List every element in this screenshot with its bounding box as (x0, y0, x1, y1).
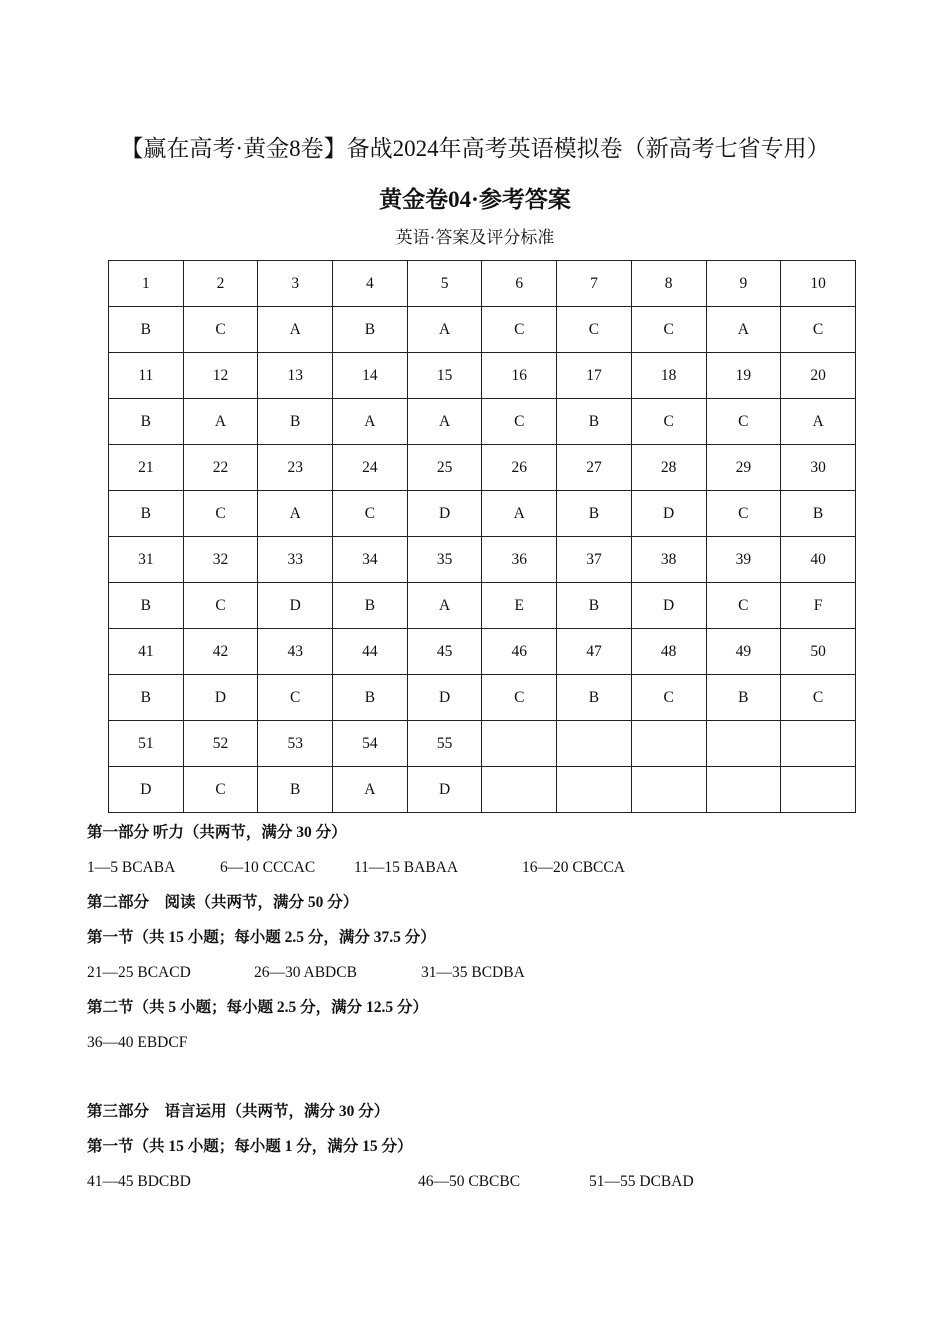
answer-cell: C (482, 307, 557, 353)
answer-cell: B (557, 583, 632, 629)
answer-cell: C (781, 675, 856, 721)
part3-heading: 第三部分 语言运用（共两节，满分 30 分） (87, 1103, 390, 1120)
question-number-cell: 20 (781, 353, 856, 399)
answer-cell: C (183, 583, 258, 629)
question-number-row (109, 445, 856, 491)
answer-row (109, 583, 856, 629)
question-number-cell: 42 (183, 629, 258, 675)
question-number-cell: 4 (333, 261, 408, 307)
answer-group: 31—35 BCDBA (421, 964, 525, 981)
question-number-cell: 25 (407, 445, 482, 491)
answer-cell: C (706, 583, 781, 629)
part3-section1-heading: 第一节（共 15 小题；每小题 1 分，满分 15 分） (87, 1138, 413, 1155)
answer-cell: D (407, 491, 482, 537)
question-number-cell: 53 (258, 721, 333, 767)
question-number-cell: 14 (333, 353, 408, 399)
answer-cell: B (781, 491, 856, 537)
answer-cell: D (631, 491, 706, 537)
question-number-cell: 15 (407, 353, 482, 399)
answer-cell (781, 767, 856, 813)
question-number-cell (631, 721, 706, 767)
answer-cell: B (557, 491, 632, 537)
document-caption: 英语·答案及评分标准 (395, 228, 555, 247)
question-number-cell: 31 (109, 537, 184, 583)
answer-cell: A (183, 399, 258, 445)
question-number-cell: 18 (631, 353, 706, 399)
answer-cell: A (706, 307, 781, 353)
question-number-cell: 41 (109, 629, 184, 675)
answer-cell: A (258, 307, 333, 353)
question-number-cell: 24 (333, 445, 408, 491)
answer-cell: D (109, 767, 184, 813)
question-number-cell: 3 (258, 261, 333, 307)
question-number-row (109, 353, 856, 399)
question-number-cell: 46 (482, 629, 557, 675)
answer-cell: A (333, 399, 408, 445)
question-number-cell: 55 (407, 721, 482, 767)
question-number-cell: 50 (781, 629, 856, 675)
answer-cell: C (781, 307, 856, 353)
answer-cell: B (258, 399, 333, 445)
question-number-row (109, 537, 856, 583)
part2-heading: 第二部分 阅读（共两节，满分 50 分） (87, 894, 359, 911)
answer-cell: C (183, 767, 258, 813)
answer-group: 21—25 BCACD (87, 964, 191, 981)
question-number-cell: 30 (781, 445, 856, 491)
question-number-cell: 13 (258, 353, 333, 399)
question-number-cell: 43 (258, 629, 333, 675)
answer-cell: A (407, 399, 482, 445)
question-number-cell: 7 (557, 261, 632, 307)
answer-row (109, 307, 856, 353)
question-number-cell: 6 (482, 261, 557, 307)
question-number-cell: 11 (109, 353, 184, 399)
answer-cell: C (557, 307, 632, 353)
answer-cell: C (258, 675, 333, 721)
question-number-cell: 5 (407, 261, 482, 307)
answer-cell: C (183, 491, 258, 537)
answer-table (108, 260, 856, 813)
question-number-cell: 44 (333, 629, 408, 675)
question-number-cell: 48 (631, 629, 706, 675)
answer-cell: B (258, 767, 333, 813)
answer-cell: D (631, 583, 706, 629)
answer-row (109, 491, 856, 537)
question-number-cell: 33 (258, 537, 333, 583)
answer-group: 16—20 CBCCA (522, 859, 625, 876)
answer-group: 46—50 CBCBC (418, 1173, 521, 1190)
answer-cell: C (706, 399, 781, 445)
answer-cell: D (407, 767, 482, 813)
question-number-cell: 12 (183, 353, 258, 399)
part2-section1-heading: 第一节（共 15 小题；每小题 2.5 分，满分 37.5 分） (87, 929, 436, 946)
question-number-cell (781, 721, 856, 767)
question-number-cell: 40 (781, 537, 856, 583)
question-number-cell: 22 (183, 445, 258, 491)
question-number-cell: 28 (631, 445, 706, 491)
answer-group: 1—5 BCABA (87, 859, 176, 876)
question-number-cell: 17 (557, 353, 632, 399)
question-number-cell: 37 (557, 537, 632, 583)
question-number-cell: 51 (109, 721, 184, 767)
question-number-cell: 8 (631, 261, 706, 307)
question-number-cell: 36 (482, 537, 557, 583)
answer-group: 6—10 CCCAC (220, 859, 316, 876)
question-number-cell: 1 (109, 261, 184, 307)
answer-cell: C (183, 307, 258, 353)
question-number-cell (706, 721, 781, 767)
answer-cell: B (333, 583, 408, 629)
answer-cell: B (109, 307, 184, 353)
answer-cell: B (706, 675, 781, 721)
answer-cell: A (781, 399, 856, 445)
answer-group: 36—40 EBDCF (87, 1034, 188, 1051)
answer-cell: C (333, 491, 408, 537)
question-number-cell: 29 (706, 445, 781, 491)
question-number-cell: 21 (109, 445, 184, 491)
answer-cell: F (781, 583, 856, 629)
answer-cell (482, 767, 557, 813)
answer-cell: B (109, 491, 184, 537)
answer-cell: A (482, 491, 557, 537)
question-number-cell: 9 (706, 261, 781, 307)
question-number-cell: 39 (706, 537, 781, 583)
answer-cell: A (407, 307, 482, 353)
question-number-cell: 45 (407, 629, 482, 675)
part1-heading: 第一部分 听力（共两节，满分 30 分） (87, 824, 347, 841)
question-number-cell: 19 (706, 353, 781, 399)
answer-row (109, 399, 856, 445)
answer-row (109, 675, 856, 721)
answer-cell: A (333, 767, 408, 813)
question-number-cell: 26 (482, 445, 557, 491)
answer-row (109, 767, 856, 813)
answer-cell: B (333, 675, 408, 721)
question-number-cell: 52 (183, 721, 258, 767)
question-number-row (109, 721, 856, 767)
answer-cell: C (631, 307, 706, 353)
answer-cell (631, 767, 706, 813)
question-number-cell: 27 (557, 445, 632, 491)
answer-cell: B (557, 675, 632, 721)
answer-cell: B (333, 307, 408, 353)
answer-cell (557, 767, 632, 813)
answer-cell: E (482, 583, 557, 629)
question-number-cell: 49 (706, 629, 781, 675)
answer-group: 11—15 BABAA (354, 859, 459, 876)
question-number-cell (557, 721, 632, 767)
part2-section2-heading: 第二节（共 5 小题；每小题 2.5 分，满分 12.5 分） (87, 999, 429, 1016)
answer-cell: A (407, 583, 482, 629)
answer-cell: C (482, 399, 557, 445)
question-number-row (109, 629, 856, 675)
answer-group: 51—55 DCBAD (589, 1173, 694, 1190)
question-number-cell: 16 (482, 353, 557, 399)
question-number-cell: 35 (407, 537, 482, 583)
answer-cell: A (258, 491, 333, 537)
answer-cell: B (557, 399, 632, 445)
answer-cell (706, 767, 781, 813)
answer-group: 26—30 ABDCB (254, 964, 357, 981)
question-number-cell: 47 (557, 629, 632, 675)
answer-group: 41—45 BDCBD (87, 1173, 191, 1190)
answer-cell: B (109, 675, 184, 721)
question-number-cell: 34 (333, 537, 408, 583)
answer-cell: D (258, 583, 333, 629)
question-number-cell: 32 (183, 537, 258, 583)
answer-cell: C (631, 675, 706, 721)
question-number-cell: 2 (183, 261, 258, 307)
question-number-cell: 38 (631, 537, 706, 583)
answer-cell: D (407, 675, 482, 721)
question-number-cell: 10 (781, 261, 856, 307)
answer-cell: B (109, 399, 184, 445)
answer-cell: D (183, 675, 258, 721)
answer-cell: B (109, 583, 184, 629)
answer-cell: C (706, 491, 781, 537)
question-number-cell: 54 (333, 721, 408, 767)
question-number-row (109, 261, 856, 307)
question-number-cell: 23 (258, 445, 333, 491)
document-subtitle: 黄金卷04·参考答案 (379, 187, 571, 212)
answer-cell: C (482, 675, 557, 721)
question-number-cell (482, 721, 557, 767)
answer-cell: C (631, 399, 706, 445)
document-title: 【赢在高考·黄金8卷】备战2024年高考英语模拟卷（新高考七省专用） (120, 136, 830, 161)
